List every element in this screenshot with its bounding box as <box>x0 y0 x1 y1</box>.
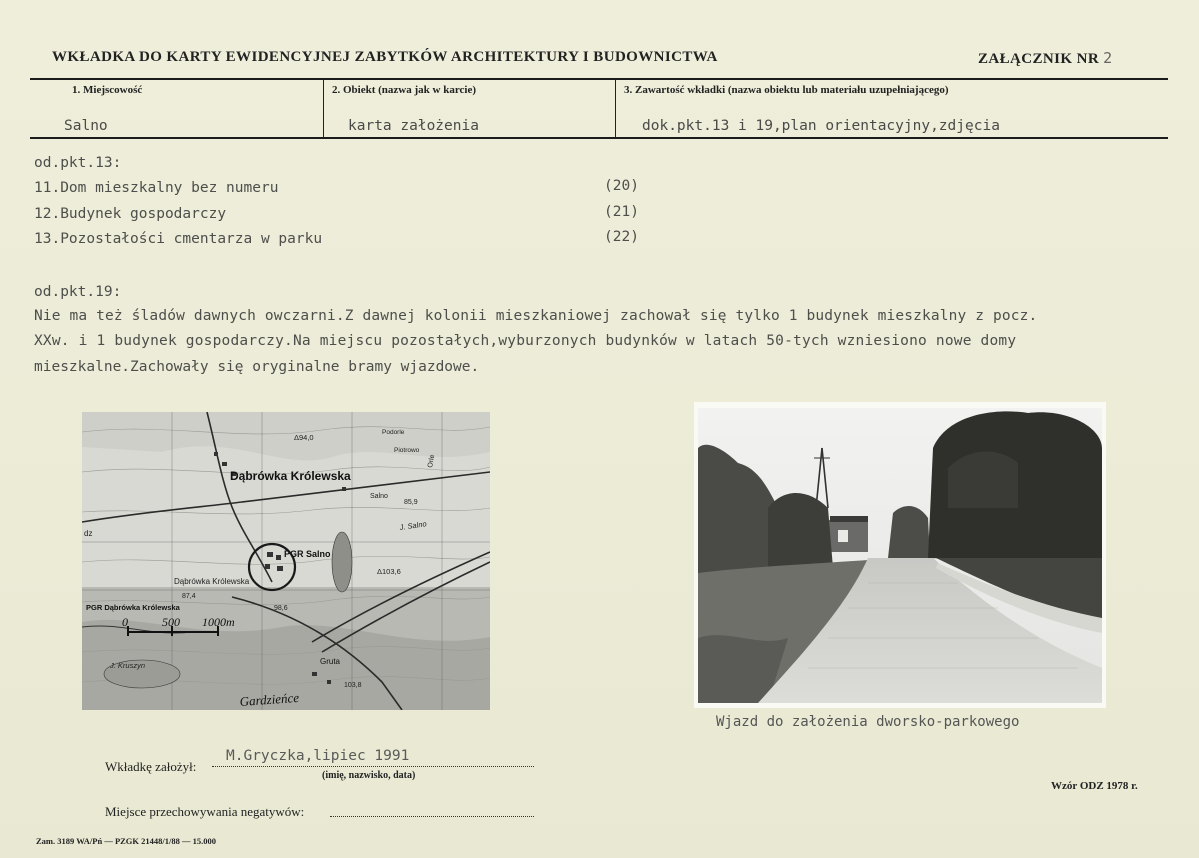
field-value-object: karta założenia <box>348 118 479 134</box>
map-label-height: Δ103,6 <box>377 567 401 576</box>
annex-number <box>978 49 1113 68</box>
field-label-object: 2. Obiekt (nazwa jak w karcie) <box>332 84 477 96</box>
document-title: WKŁADKA DO KARTY EWIDENCYJNEJ ZABYTKÓW ARCHITEKTURY I BUDOWNICTWA <box>52 49 718 65</box>
field-label-locality: 1. Miejscowość <box>72 84 143 96</box>
map-label-piotrowo: Piotrowo <box>394 447 420 454</box>
column-separator-2 <box>615 80 616 138</box>
map-label-pgr-dabrowka: PGR Dąbrówka Królewska <box>86 603 180 612</box>
section13-heading: od.pkt.13: <box>34 155 122 171</box>
print-note: Zam. 3189 WA/Pń — PZGK 21448/1/88 — 15.000 <box>36 836 217 846</box>
field-value-content: dok.pkt.13 i 19,plan orientacyjny,zdjęcia <box>642 118 1000 134</box>
map-label-height: 98,6 <box>274 605 288 612</box>
map-scale-1000: 1000m <box>202 615 235 629</box>
annex-label: ZAŁĄCZNIK NR <box>978 51 1100 67</box>
negative-storage-dotted-line <box>330 816 534 817</box>
map-label-lake-kruszyn: J. Kruszyn <box>110 661 146 670</box>
section13-item-text: 13.Pozostałości cmentarza w parku <box>34 231 323 247</box>
field-label-content: 3. Zawartość wkładki (nazwa obiektu lub materiału uzupełniającego) <box>624 84 949 96</box>
map-label-lake-salno: J. Salno <box>399 519 428 532</box>
founder-dotted-line <box>212 766 534 767</box>
map-label-podorle: Podorle <box>382 429 405 436</box>
entrance-photograph <box>694 402 1106 708</box>
founder-value: M.Gryczka,lipiec 1991 <box>226 748 410 764</box>
column-separator-1 <box>323 80 324 138</box>
section19-line: XXw. i 1 budynek gospodarczy.Na miejscu pozostałych,wyburzonych budynków w latach 50-tych wzniesiono nowe domy <box>34 333 1017 349</box>
founder-hint: (imię, nazwisko, data) <box>322 770 416 781</box>
map-label-dabrowka-small: Dąbrówka Królewska <box>174 577 250 586</box>
map-label-pgr-salno: PGR Salno <box>284 549 331 559</box>
map-label-village: Dąbrówka Królewska <box>230 469 351 483</box>
map-label-height: Δ94,0 <box>294 433 314 442</box>
section13-item-text: 11.Dom mieszkalny bez numeru <box>34 180 279 196</box>
section13-item-ref: (22) <box>604 229 639 245</box>
map-scale-500: 500 <box>162 615 180 629</box>
map-label-orle: Orle <box>427 454 437 469</box>
founder-label: Wkładkę założył: <box>105 759 197 774</box>
section13-item-ref: (20) <box>604 178 639 194</box>
section13-item-text: 12.Budynek gospodarczy <box>34 206 227 222</box>
photo-caption: Wjazd do założenia dworsko-parkowego <box>716 714 1020 730</box>
section13-item-ref: (21) <box>604 204 639 220</box>
map-scale-0: 0 <box>122 615 128 629</box>
map-label-height: 103,8 <box>344 682 362 689</box>
map-label-height: 85,9 <box>404 499 418 506</box>
map-label-salno: Salno <box>370 493 388 500</box>
map-handwritten-note: Gardzieńce <box>239 689 300 709</box>
section19-line: mieszkalne.Zachowały się oryginalne bramy wjazdowe. <box>34 359 480 375</box>
map-label-gruta: Gruta <box>320 657 341 666</box>
header-rule-top <box>30 78 1168 80</box>
orientation-map <box>82 412 490 710</box>
map-label-road: dz <box>84 529 93 538</box>
form-pattern: Wzór ODZ 1978 r. <box>1051 780 1138 792</box>
map-label-height: 87,4 <box>182 593 196 600</box>
annex-number-value: 2 <box>1103 49 1113 67</box>
header-rule-bottom <box>30 137 1168 139</box>
section19-heading: od.pkt.19: <box>34 284 122 300</box>
field-value-locality: Salno <box>64 118 108 134</box>
negative-storage-label: Miejsce przechowywania negatywów: <box>105 804 305 819</box>
section19-line: Nie ma też śladów dawnych owczarni.Z dawnej kolonii mieszkaniowej zachował się tylko 1 budynek mieszkalny z pocz. <box>34 308 1038 324</box>
